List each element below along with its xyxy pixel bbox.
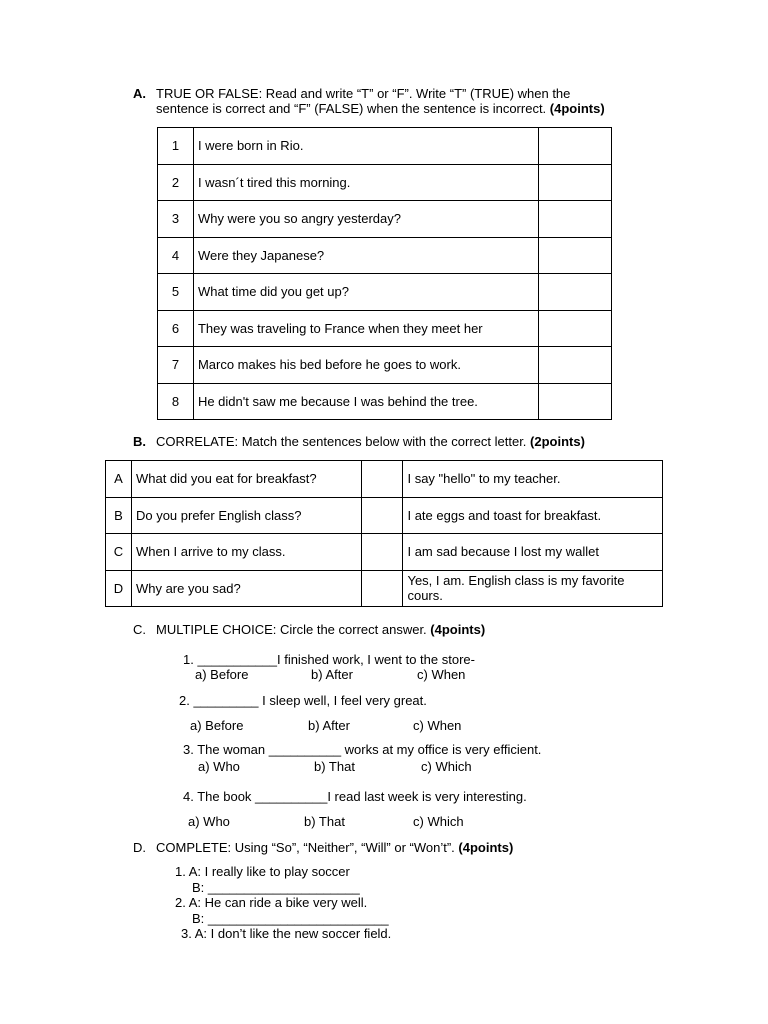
- correlate-question: Do you prefer English class?: [131, 497, 361, 534]
- tf-row-sentence: Marco makes his bed before he goes to work.: [193, 347, 538, 384]
- correlate-question: What did you eat for breakfast?: [131, 461, 361, 498]
- correlate-row: [106, 497, 663, 534]
- correlate-response: Yes, I am. English class is my favorite cours.: [403, 570, 663, 607]
- section-d-instructions-text: COMPLETE: Using “So”, “Neither”, “Will” or “Won’t”.: [156, 840, 455, 855]
- correlate-response: I say "hello" to my teacher.: [403, 461, 663, 498]
- mc-q1-option-c[interactable]: c) When: [417, 667, 466, 682]
- tf-answer-cell[interactable]: [539, 310, 612, 347]
- mc-q4-option-b[interactable]: b) That: [304, 814, 345, 829]
- tf-row-sentence: Why were you so angry yesterday?: [193, 201, 538, 238]
- true-false-table: [157, 127, 612, 420]
- tf-row: [158, 274, 612, 311]
- tf-row: [158, 310, 612, 347]
- section-a-instructions-text: sentence is correct and “F” (FALSE) when the sentence is incorrect.: [156, 101, 547, 116]
- tf-row-sentence: Were they Japanese?: [193, 237, 538, 274]
- tf-row-number: 8: [158, 383, 194, 420]
- correlate-response: I am sad because I lost my wallet: [403, 534, 663, 571]
- complete-item-3-a: 3. A: I don’t like the new soccer field.: [181, 926, 392, 941]
- tf-answer-cell[interactable]: [539, 274, 612, 311]
- tf-row: [158, 383, 612, 420]
- mc-q3-option-c[interactable]: c) Which: [421, 759, 472, 774]
- complete-item-2-a: 2. A: He can ride a bike very well.: [175, 895, 368, 910]
- section-c-instructions: [156, 622, 485, 637]
- section-c-marker: C.: [133, 622, 146, 637]
- section-b-instructions: [156, 434, 585, 449]
- tf-row-sentence: They was traveling to France when they meet her: [193, 310, 538, 347]
- mc-q1-option-b[interactable]: b) After: [311, 667, 353, 682]
- section-a-instructions-line1: TRUE OR FALSE: Read and write “T” or “F”. Write “T” (TRUE) when the: [156, 86, 571, 101]
- correlate-letter: C: [106, 534, 132, 571]
- section-b-instructions-text: CORRELATE: Match the sentences below with the correct letter.: [156, 434, 527, 449]
- tf-row-sentence: What time did you get up?: [193, 274, 538, 311]
- tf-row-number: 4: [158, 237, 194, 274]
- tf-row-number: 6: [158, 310, 194, 347]
- tf-row: [158, 237, 612, 274]
- tf-row-number: 3: [158, 201, 194, 238]
- tf-answer-cell[interactable]: [539, 347, 612, 384]
- section-a-instructions-line2: [156, 101, 605, 116]
- tf-row-sentence: He didn't saw me because I was behind the tree.: [193, 383, 538, 420]
- tf-row-sentence: I wasn´t tired this morning.: [193, 164, 538, 201]
- mc-question-4: 4. The book __________I read last week is very interesting.: [183, 789, 527, 804]
- section-c-points: (4points): [430, 622, 486, 637]
- complete-item-2-b[interactable]: B: _________________________: [192, 911, 389, 926]
- tf-answer-cell[interactable]: [539, 128, 612, 165]
- complete-item-1-b[interactable]: B: _____________________: [192, 880, 360, 895]
- correlate-table: [105, 460, 663, 607]
- tf-answer-cell[interactable]: [539, 237, 612, 274]
- mc-q3-option-a[interactable]: a) Who: [198, 759, 240, 774]
- tf-row-number: 7: [158, 347, 194, 384]
- section-c-instructions-text: MULTIPLE CHOICE: Circle the correct answer.: [156, 622, 427, 637]
- correlate-question: Why are you sad?: [131, 570, 361, 607]
- mc-q2-option-c[interactable]: c) When: [413, 718, 462, 733]
- correlate-row: [106, 534, 663, 571]
- tf-row: [158, 128, 612, 165]
- section-a-points: (4points): [549, 101, 605, 116]
- correlate-letter: D: [106, 570, 132, 607]
- tf-answer-cell[interactable]: [539, 164, 612, 201]
- mc-question-3: 3. The woman __________ works at my office is very efficient.: [183, 742, 542, 757]
- tf-row-number: 2: [158, 164, 194, 201]
- section-d-instructions: [156, 840, 513, 855]
- complete-item-1-a: 1. A: I really like to play soccer: [175, 864, 350, 879]
- tf-answer-cell[interactable]: [539, 201, 612, 238]
- correlate-row: [106, 570, 663, 607]
- tf-row-sentence: I were born in Rio.: [193, 128, 538, 165]
- mc-q4-option-a[interactable]: a) Who: [188, 814, 230, 829]
- section-d-points: (4points): [458, 840, 514, 855]
- section-d-marker: D.: [133, 840, 146, 855]
- mc-question-1: 1. ___________I finished work, I went to the store-: [183, 652, 475, 667]
- section-a-marker: A.: [133, 86, 146, 101]
- section-b-points: (2points): [530, 434, 585, 449]
- correlate-response: I ate eggs and toast for breakfast.: [403, 497, 663, 534]
- correlate-question: When I arrive to my class.: [131, 534, 361, 571]
- tf-row: [158, 201, 612, 238]
- mc-q2-option-b[interactable]: b) After: [308, 718, 350, 733]
- correlate-row: [106, 461, 663, 498]
- correlate-answer-cell[interactable]: [361, 497, 403, 534]
- correlate-letter: B: [106, 497, 132, 534]
- mc-q1-option-a[interactable]: a) Before: [195, 667, 249, 682]
- mc-q4-option-c[interactable]: c) Which: [413, 814, 464, 829]
- section-b-marker: B.: [133, 434, 146, 449]
- correlate-answer-cell[interactable]: [361, 570, 403, 607]
- tf-row-number: 5: [158, 274, 194, 311]
- correlate-answer-cell[interactable]: [361, 461, 403, 498]
- tf-row-number: 1: [158, 128, 194, 165]
- tf-answer-cell[interactable]: [539, 383, 612, 420]
- mc-q2-option-a[interactable]: a) Before: [190, 718, 244, 733]
- correlate-letter: A: [106, 461, 132, 498]
- mc-question-2: 2. _________ I sleep well, I feel very great.: [179, 693, 427, 708]
- correlate-answer-cell[interactable]: [361, 534, 403, 571]
- tf-row: [158, 164, 612, 201]
- tf-row: [158, 347, 612, 384]
- mc-q3-option-b[interactable]: b) That: [314, 759, 355, 774]
